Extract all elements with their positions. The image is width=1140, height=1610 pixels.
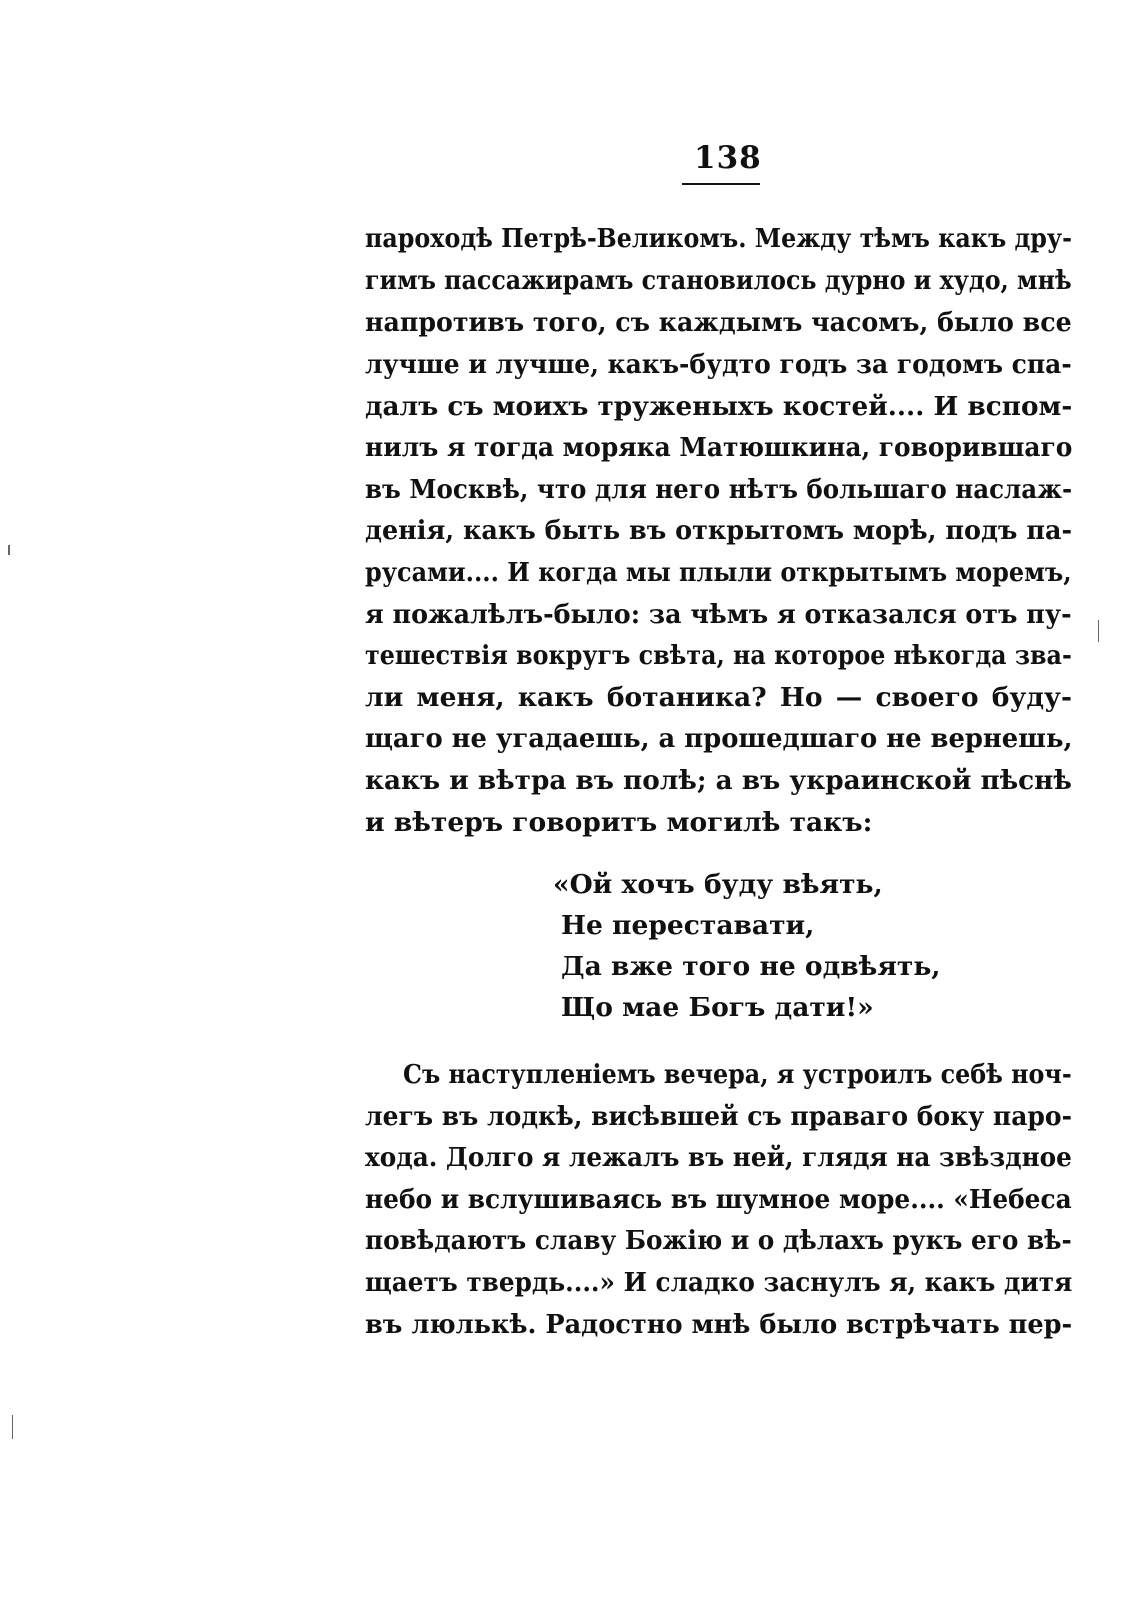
text-line: я пожалѣлъ-было: за чѣмъ я отказался отъ пу- <box>365 599 1072 630</box>
text-line: повѣдаютъ славу Божію и о дѣлахъ рукъ его вѣ- <box>365 1225 1072 1256</box>
text-line: ли меня, какъ ботаника? Но — своего буду- <box>365 682 1072 713</box>
text-line: и вѣтеръ говоритъ могилѣ такъ: <box>365 807 873 838</box>
text-line: небо и вслушиваясь въ шумное море.... «Небеса <box>365 1184 1072 1215</box>
text-line: легъ въ лодкѣ, висѣвшей съ праваго боку паро- <box>365 1101 1072 1132</box>
text-line: напротивъ того, съ каждымъ часомъ, было все <box>365 307 1072 338</box>
verse-line: Не переставати, <box>561 910 815 941</box>
text-line: лучше и лучше, какъ-будто годъ за годомъ спа- <box>365 349 1072 380</box>
scan-mark <box>8 545 10 555</box>
page-number: 138 <box>694 140 762 176</box>
scan-mark <box>1098 620 1099 642</box>
scan-mark <box>12 1415 13 1439</box>
text-line: денія, какъ быть въ открытомъ морѣ, подъ па- <box>365 515 1073 546</box>
text-line: тешествія вокругъ свѣта, на которое нѣкогда зва- <box>365 640 1072 671</box>
text-line: гимъ пассажирамъ становилось дурно и худо, мнѣ <box>365 265 1072 296</box>
text-line: въ Москвѣ, что для него нѣтъ большаго наслаж- <box>365 474 1073 505</box>
text-line: въ люлькѣ. Радостно мнѣ было встрѣчать пер- <box>365 1309 1073 1340</box>
text-line: хода. Долго я лежалъ въ ней, глядя на звѣздное <box>365 1142 1072 1173</box>
text-line: нилъ я тогда моряка Матюшкина, говорившаго <box>365 432 1073 463</box>
verse-line: Да вже того не одвѣять, <box>561 951 941 982</box>
text-line: щаетъ твердь....» И сладко заснулъ я, какъ дитя <box>365 1267 1073 1298</box>
text-line: далъ съ моихъ труженыхъ костей.... И вспом- <box>365 391 1073 422</box>
text-line: Съ наступленіемъ вечера, я устроилъ себѣ ноч- <box>403 1059 1072 1090</box>
text-line: пароходѣ Петрѣ-Великомъ. Между тѣмъ какъ дру- <box>365 223 1073 254</box>
page-number-rule <box>682 183 760 185</box>
text-line: щаго не угадаешь, а прошедшаго не вернешь, <box>365 723 1073 754</box>
verse-line: Що мае Богъ дати!» <box>561 992 874 1023</box>
text-line: русами.... И когда мы плыли открытымъ моремъ, <box>365 557 1072 588</box>
text-line: какъ и вѣтра въ полѣ; а въ украинской пѣснѣ <box>365 765 1072 796</box>
verse-line: «Ой хочъ буду вѣять, <box>553 869 883 900</box>
